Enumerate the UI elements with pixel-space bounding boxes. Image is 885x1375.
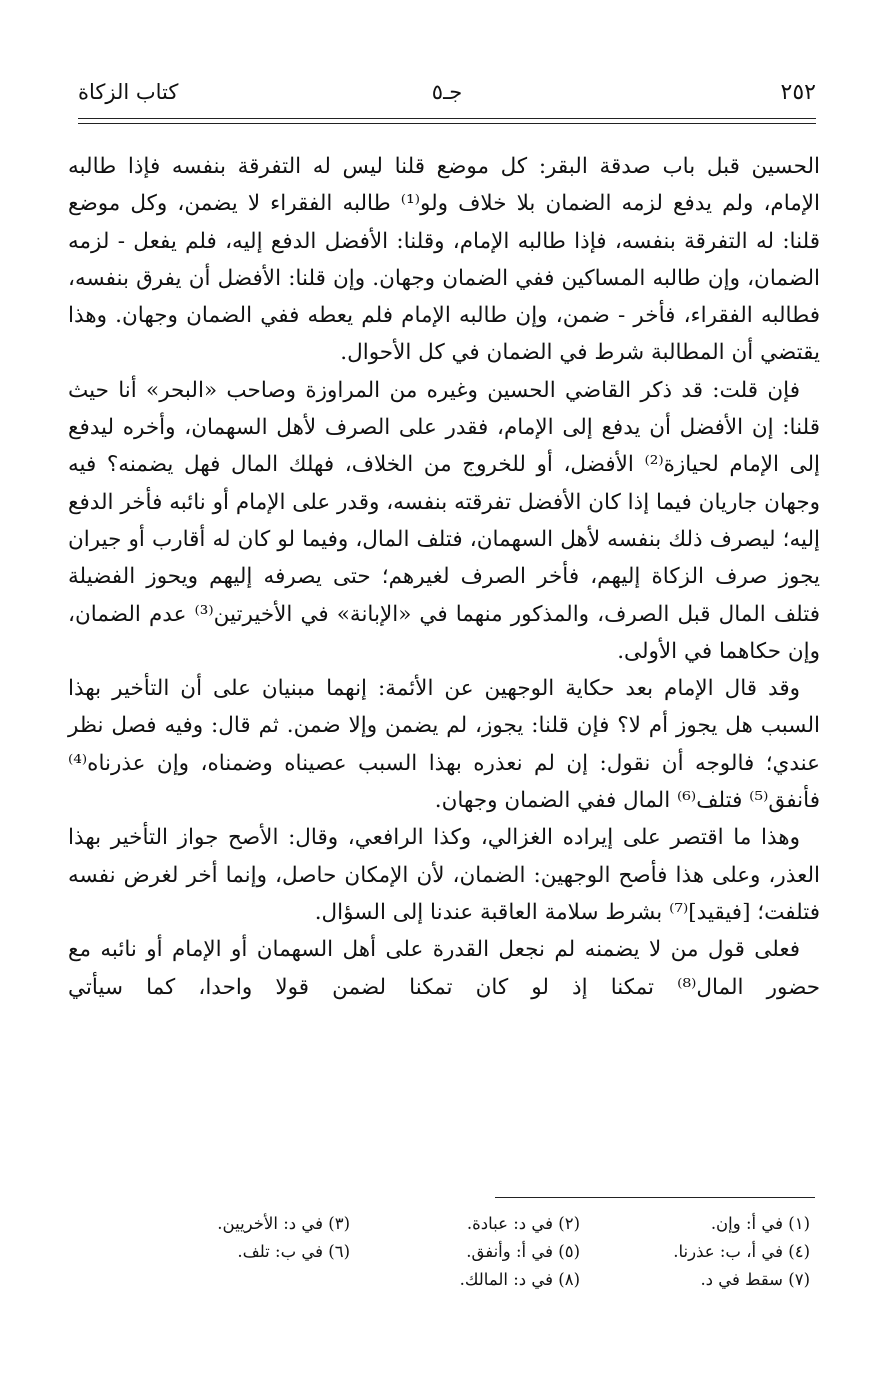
book-title: كتاب الزكاة: [78, 80, 179, 104]
footnote: (٦) في ب: تلف.: [237, 1242, 350, 1261]
footnote-row: [150, 1238, 810, 1266]
footnote: (٨) في د: المالك.: [459, 1270, 580, 1289]
paragraph: فإن قلت: قد ذكر القاضي الحسين وغيره من المراوزة وصاحب «البحر» أنا حيث قلنا: إن الأفضل أن يدفع إلى الإمام، فقدر على الصرف لأهل السهمان، وأخره ليدفع إلى الإمام لحيازة⁽²⁾ الأفضل، أو للخروج من الخلاف، فهلك المال فهل يضمنه؟ فيه وجهان جاريان فيما إذا كان الأفضل تفرقته بنفسه، وقدر على الإمام أو نائبه فأخر الدفع إليه؛ ليصرف ذلك بنفسه لأهل السهمان، فتلف المال، وفيما لو كان له أقارب أو جيران يجوز صرف الزكاة إليهم، فأخر الصرف لغيرهم؛ حتى يصرفه إليهم ويحوز الفضيلة فتلف المال قبل الصرف، والمذكور منهما في «الإبانة» في الأخيرتين⁽³⁾ عدم الضمان، وإن حكاهما في الأولى.: [68, 377, 820, 664]
header-rule-bottom: [78, 123, 816, 124]
paragraph: وقد قال الإمام بعد حكاية الوجهين عن الأئمة: إنهما مبنيان على أن التأخير بهذا السبب هل يجوز أم لا؟ فإن قلنا: يجوز، لم يضمن وإلا ضمن. ثم قال: وفيه فصل نظر عندي؛ فالوجه أن نقول: إن لم نعذره بهذا السبب عصيناه وضمناه، وإن عذرناه⁽⁴⁾ فأنفق⁽⁵⁾ فتلف⁽⁶⁾ المال ففي الضمان وجهان.: [68, 676, 820, 814]
paragraph: فعلى قول من لا يضمنه لم نجعل القدرة على أهل السهمان أو الإمام أو نائبه مع حضور المال⁽⁸⁾ تمكنا إذ لو كان تمكنا لضمن قولا واحدا، كما سيأتي: [68, 937, 820, 1000]
paragraph: وهذا ما اقتصر على إيراده الغزالي، وكذا الرافعي، وقال: الأصح جواز التأخير بهذا العذر، وعلى هذا فأصح الوجهين: الضمان، لأن الإمكان حاصل، وإنما أخر لغرض نفسه فتلفت؛ [فيقيد]⁽⁷⁾ بشرط سلامة العاقبة عندنا إلى السؤال.: [68, 825, 820, 925]
main-text: [68, 148, 820, 1006]
footnote: (١) في أ: وإن.: [710, 1214, 810, 1233]
footnote-separator: [495, 1197, 815, 1198]
footnote: (٧) سقط في د.: [700, 1270, 810, 1289]
volume-label: جـ٥: [431, 80, 463, 104]
footnote: (٤) في أ، ب: عذرنا.: [673, 1242, 810, 1261]
page-header: [78, 80, 816, 112]
footnote-row: [150, 1266, 810, 1294]
footnote: (٣) في د: الأخريين.: [217, 1214, 350, 1233]
footnote: (٢) في د: عبادة.: [466, 1214, 580, 1233]
paragraph: الحسين قبل باب صدقة البقر: كل موضع قلنا ليس له التفرقة بنفسه فإذا طالبه الإمام، ولم يدفع لزمه الضمان بلا خلاف ولو⁽¹⁾ طالبه الفقراء لا يضمن، وكل موضع قلنا: له التفرقة بنفسه، فإذا طالبه الإمام، وقلنا: الأفضل الدفع إليه، فلم يفعل - لزمه الضمان، وإن طالبه المساكين ففي الضمان وجهان. وإن قلنا: الأفضل أن يفرق بنفسه، فطالبه الفقراء، فأخر - ضمن، وإن طالبه الإمام فلم يعطه ففي الضمان وجهان. وهذا يقتضي أن المطالبة شرط في الضمان في كل الأحوال.: [68, 154, 820, 366]
footnote-row: [150, 1210, 810, 1238]
header-rule-top: [78, 118, 816, 119]
page-number: ٢٥٢: [780, 80, 816, 105]
footnotes: [150, 1210, 810, 1294]
footnote: (٥) في أ: وأنفق.: [466, 1242, 580, 1261]
